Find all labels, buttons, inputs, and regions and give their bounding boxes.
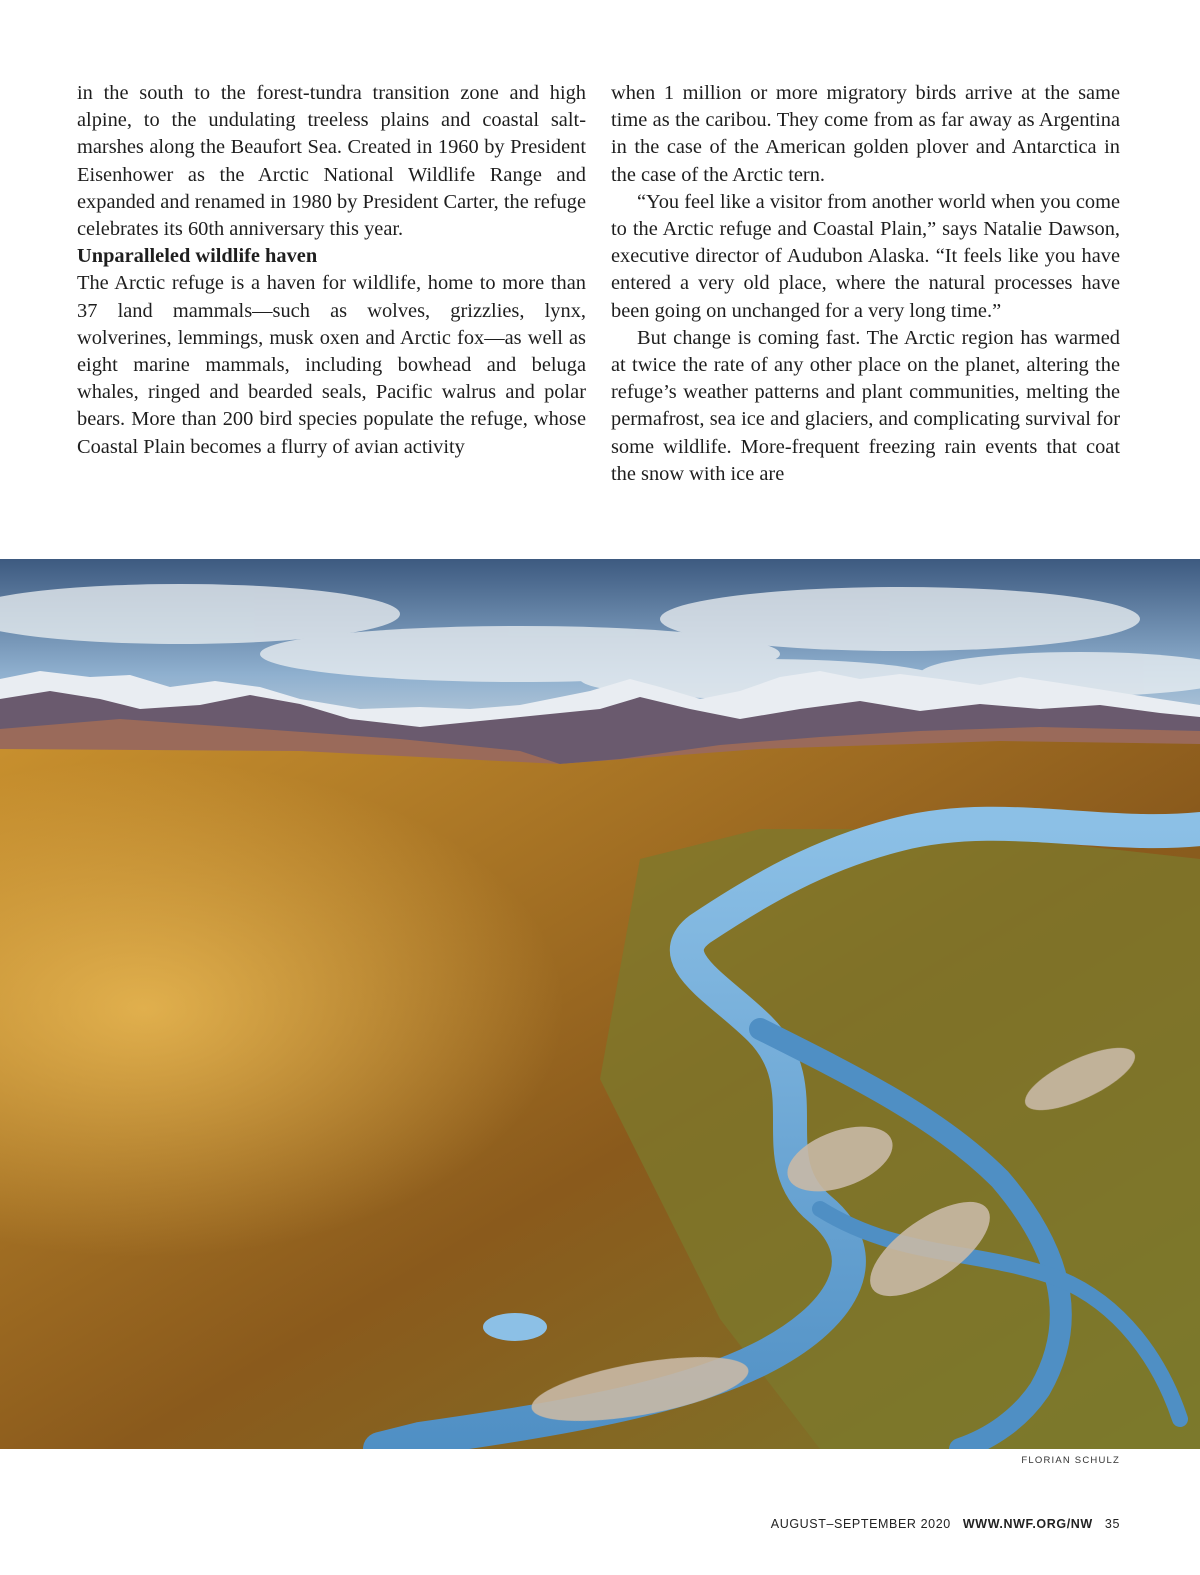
page-footer — [771, 1517, 1120, 1531]
issue-date: AUGUST–SEPTEMBER 2020 — [770, 1517, 951, 1531]
body-paragraph: “You feel like a visitor from another world when you come to the Arctic refuge and Coastal Plain,” says Natalie Dawson, executive director of Audubon Alaska. “It feels like you have entered a very old place, where the natural processes have been going on unchanged for a very long time.” — [611, 190, 1120, 322]
section-subhead: Unparalleled wildlife haven — [77, 245, 318, 268]
body-paragraph: when 1 million or more migratory birds arrive at the same time as the caribou. They come from as far away as Argentina in the case of the American golden plover and Antarctica in the case of the Arctic tern. — [611, 82, 1120, 186]
pond — [483, 1313, 547, 1341]
landscape-photo — [0, 559, 1200, 1449]
article-column-left — [77, 80, 586, 461]
body-paragraph: But change is coming fast. The Arctic region has warmed at twice the rate of any other place on the planet, altering the refuge’s weather patterns and plant communities, melting the permafrost, sea ice and glaciers, and complicating survival for some wildlife. More-frequent freezing rain events that coat the snow with ice are — [611, 326, 1120, 485]
body-paragraph: in the south to the forest-tundra transition zone and high alpine, to the undulating treeless plains and coastal saltmarshes along the Beaufort Sea. Created in 1960 by President Eisenhower as the Arctic National Wildlife Range and expanded and renamed in 1980 by President Carter, the refuge celebrates its 60th anniversary this year. — [77, 82, 586, 241]
photo-credit: FLORIAN SCHULZ — [1021, 1455, 1120, 1466]
body-paragraph: The Arctic refuge is a haven for wildlife, home to more than 37 land mammals—such as wolves, grizzlies, lynx, wolverines, lemmings, musk oxen and Arctic fox—as well as eight marine mammals, including bowhead and beluga whales, ringed and bearded seals, Pacific walrus and polar bears. More than 200 bird species populate the refuge, whose Coastal Plain becomes a flurry of avian activity — [77, 272, 586, 458]
site-url: WWW.NWF.ORG/NW — [962, 1517, 1093, 1531]
article-column-right — [611, 80, 1120, 488]
page-number: 35 — [1104, 1517, 1120, 1531]
